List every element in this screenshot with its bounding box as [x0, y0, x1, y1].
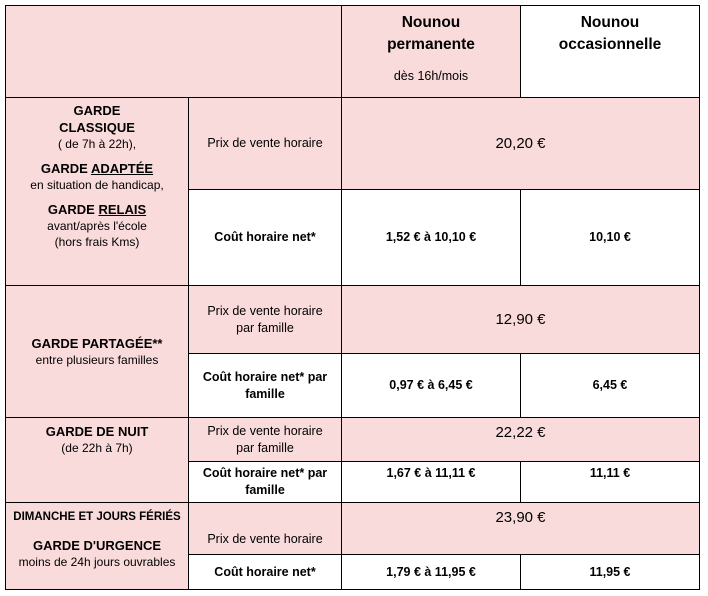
value-net-occasionnelle-partagee	[520, 353, 700, 418]
label-text-2: par famille	[236, 320, 294, 335]
header-empty-cell	[5, 5, 342, 98]
garde-urgence-title: GARDE D'URGENCE	[32, 538, 162, 553]
dimanche-feries-title: DIMANCHE ET JOURS FÉRIÉS	[13, 511, 181, 523]
garde-nuit-title: GARDE DE NUIT	[45, 424, 149, 439]
header-permanente-title: Nounou permanente	[387, 14, 475, 53]
label-text-2: famille	[245, 483, 285, 497]
value-net-occasionnelle-urgence	[520, 554, 700, 590]
header-occasionnelle-title: Nounou occasionnelle	[558, 14, 662, 53]
label-text-2: famille	[245, 386, 285, 401]
label-prix-vente-horaire-famille-nuit	[188, 417, 342, 462]
value-net-occasionnelle-nuit	[520, 461, 700, 503]
header-nounou-permanente	[341, 5, 521, 98]
value-net-permanente-classique	[341, 189, 521, 286]
label-cout-horaire-net-famille-nuit	[188, 461, 342, 503]
label-text: Prix de vente horaire	[207, 136, 323, 150]
label-prix-vente-horaire-urgence	[188, 502, 342, 555]
garde-relais-title: GARDE RELAIS	[47, 202, 147, 217]
garde-relais-desc-1: avant/après l'école	[47, 219, 147, 233]
garde-partagee-desc: entre plusieurs familles	[35, 353, 159, 367]
value-net-occasionnelle-classique	[520, 189, 700, 286]
value-text: 6,45 €	[592, 378, 628, 392]
value-net-permanente-urgence	[341, 554, 521, 590]
garde-nuit-desc: (de 22h à 7h)	[61, 441, 133, 455]
value-text: 11,95 €	[589, 564, 631, 579]
value-net-permanente-partagee	[341, 353, 521, 418]
value-text: 11,11 €	[589, 466, 631, 480]
label-text-1: Prix de vente horaire	[207, 423, 323, 438]
label-prix-vente-horaire	[188, 97, 342, 190]
label-text: Prix de vente horaire	[207, 532, 323, 546]
section-garde-partagee	[5, 285, 189, 418]
value-text: 23,90 €	[495, 509, 546, 526]
garde-classique-hours: ( de 7h à 22h),	[57, 137, 137, 151]
garde-adaptee-title: GARDE ADAPTÉE	[40, 161, 154, 176]
value-prix-vente-nuit	[341, 417, 700, 462]
label-cout-horaire-net-urgence	[188, 554, 342, 590]
value-text: 1,67 € à 11,11 €	[386, 466, 476, 480]
label-cout-horaire-net	[188, 189, 342, 286]
label-text-1: Coût horaire net* par	[202, 466, 328, 480]
garde-classique-line1: GARDE	[73, 103, 121, 118]
value-net-permanente-nuit	[341, 461, 521, 503]
label-prix-vente-horaire-famille	[188, 285, 342, 354]
header-nounou-occasionnelle	[520, 5, 700, 98]
label-text: Coût horaire net*	[214, 564, 316, 579]
header-permanente-subtitle: dès 16h/mois	[393, 69, 469, 83]
garde-partagee-title: GARDE PARTAGÉE**	[31, 336, 163, 351]
section-dimanche-urgence	[5, 502, 189, 590]
value-text: 0,97 € à 6,45 €	[389, 378, 473, 392]
section-garde-classique	[5, 97, 189, 286]
value-text: 20,20 €	[495, 135, 546, 152]
garde-adaptee-desc: en situation de handicap,	[30, 178, 164, 192]
value-text: 1,79 € à 11,95 €	[386, 564, 476, 579]
section-garde-de-nuit	[5, 417, 189, 503]
value-prix-vente-classique	[341, 97, 700, 190]
value-text: 1,52 € à 10,10 €	[385, 230, 477, 244]
garde-urgence-desc: moins de 24h jours ouvrables	[18, 555, 176, 569]
label-text-1: Coût horaire net* par	[202, 369, 328, 384]
label-text-2: par famille	[236, 440, 294, 455]
value-prix-vente-urgence	[341, 502, 700, 555]
label-text-1: Prix de vente horaire	[207, 303, 323, 318]
garde-relais-desc-2: (hors frais Kms)	[54, 235, 140, 249]
garde-classique-line2: CLASSIQUE	[59, 120, 135, 135]
label-cout-horaire-net-famille	[188, 353, 342, 418]
label-text: Coût horaire net*	[214, 230, 316, 244]
value-text: 10,10 €	[589, 230, 631, 244]
value-text: 22,22 €	[495, 424, 546, 441]
value-text: 12,90 €	[495, 311, 546, 328]
value-prix-vente-partagee	[341, 285, 700, 354]
